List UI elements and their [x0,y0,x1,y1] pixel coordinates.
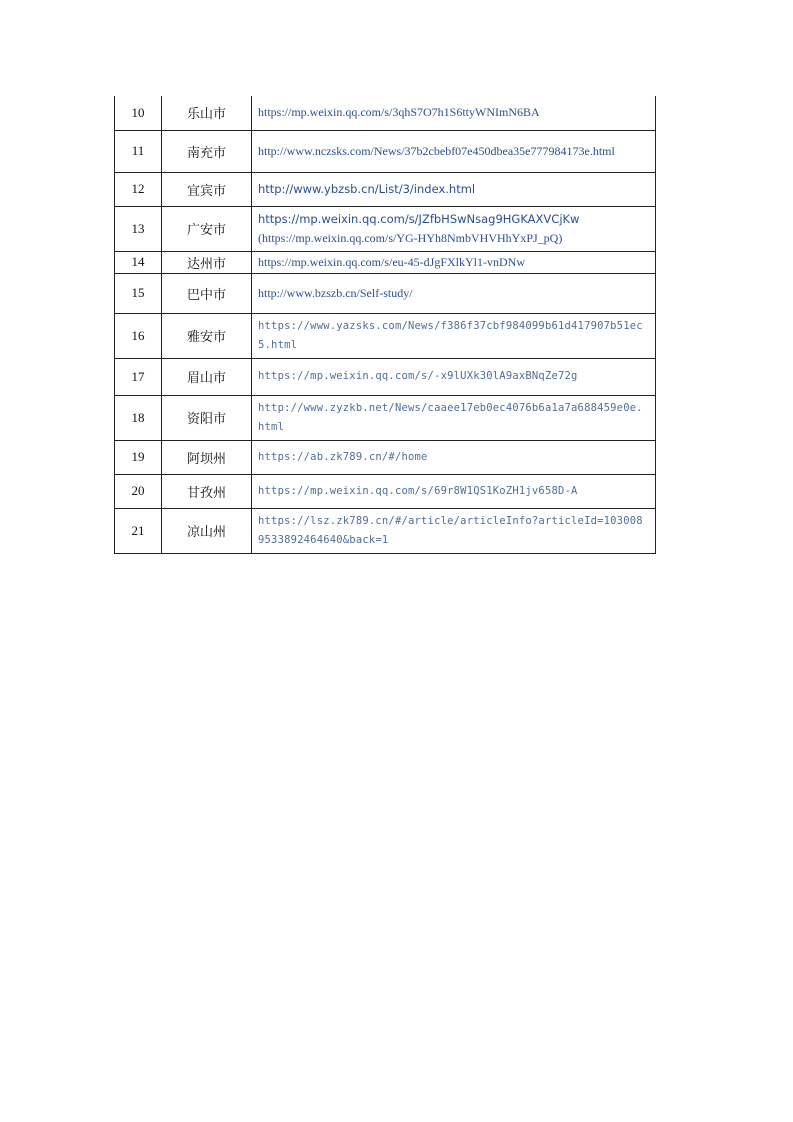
url-link[interactable] [252,440,656,474]
table-row [115,130,656,172]
city-name: 阿坝州 [162,440,252,474]
row-number: 10 [115,96,162,130]
url-link[interactable] [252,172,656,206]
city-name: 广安市 [162,206,252,251]
row-number: 18 [115,395,162,440]
table-row [115,251,656,273]
table-row [115,172,656,206]
url-text[interactable]: https://www.yazsks.com/News/f386f37cbf984099b61d417907b51ec5.html [258,319,643,351]
url-text[interactable]: https://mp.weixin.qq.com/s/JZfbHSwNsag9HGKAXVCjKw [258,211,580,226]
table-row [115,273,656,313]
row-number: 19 [115,440,162,474]
table-row [115,313,656,358]
table-row [115,96,656,130]
row-number: 11 [115,130,162,172]
row-number: 15 [115,273,162,313]
city-name: 宜宾市 [162,172,252,206]
table-row [115,206,656,251]
url-text[interactable]: https://mp.weixin.qq.com/s/3qhS7O7h1S6ttyWNImN6BA [258,105,540,120]
city-name: 乐山市 [162,96,252,130]
url-link[interactable] [252,273,656,313]
url-text[interactable]: https://lsz.zk789.cn/#/article/articleInfo?articleId=1030089533892464640&back=1 [258,514,643,546]
url-link[interactable] [252,358,656,395]
city-name: 巴中市 [162,273,252,313]
city-name: 达州市 [162,251,252,273]
url-link[interactable] [252,474,656,508]
city-name: 雅安市 [162,313,252,358]
table-row [115,395,656,440]
url-text[interactable]: https://mp.weixin.qq.com/s/eu-45-dJgFXlkYl1-vnDNw [258,254,525,269]
url-link[interactable] [252,96,656,130]
city-name: 资阳市 [162,395,252,440]
url-text[interactable]: http://www.ybzsb.cn/List/3/index.html [258,181,476,196]
url-link[interactable] [252,251,656,273]
city-name: 凉山州 [162,508,252,553]
url-text[interactable]: http://www.zyzkb.net/News/caaee17eb0ec4076b6a1a7a688459e0e.html [258,401,643,433]
table-row [115,508,656,553]
url-link[interactable] [252,206,656,251]
row-number: 21 [115,508,162,553]
url-text[interactable]: http://www.bzszb.cn/Self-study/ [258,285,413,300]
row-number: 17 [115,358,162,395]
row-number: 16 [115,313,162,358]
table-row [115,358,656,395]
city-name: 眉山市 [162,358,252,395]
url-text-alt[interactable]: (https://mp.weixin.qq.com/s/YG-HYh8NmbVHVHhYxPJ_pQ) [258,230,563,245]
city-name: 南充市 [162,130,252,172]
row-number: 20 [115,474,162,508]
row-number: 14 [115,251,162,273]
row-number: 12 [115,172,162,206]
url-link[interactable] [252,508,656,553]
row-number: 13 [115,206,162,251]
url-text[interactable]: https://mp.weixin.qq.com/s/-x9lUXk30lA9axBNqZe72g [258,370,578,382]
url-link[interactable] [252,395,656,440]
url-link[interactable] [252,130,656,172]
table-row [115,474,656,508]
url-link[interactable] [252,313,656,358]
exam-links-table [114,96,656,554]
table-row [115,440,656,474]
url-text[interactable]: https://ab.zk789.cn/#/home [258,450,428,463]
url-text[interactable]: https://mp.weixin.qq.com/s/69r8W1QS1KoZH1jv658D-A [258,484,578,497]
url-text[interactable]: http://www.nczsks.com/News/37b2cbebf07e450dbea35e777984173e.html [258,143,615,158]
city-name: 甘孜州 [162,474,252,508]
